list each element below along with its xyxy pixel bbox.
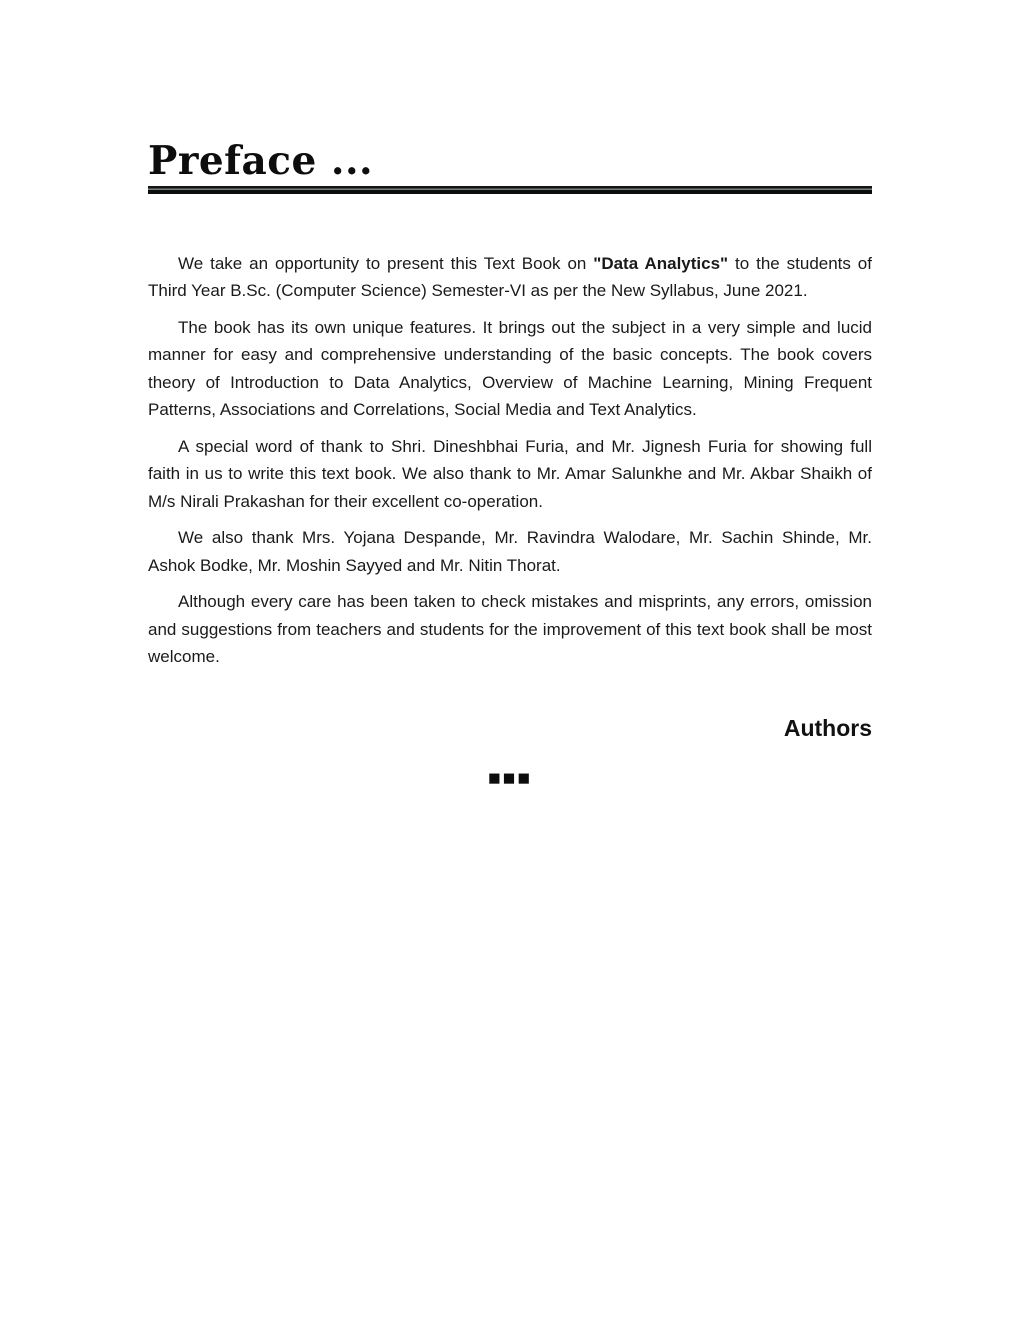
paragraph-thanks-publisher: A special word of thank to Shri. Dineshbhai Furia, and Mr. Jignesh Furia for showing full faith in us to write this text book. We also thank to Mr. Amar Salunkhe and Mr. Akbar Shaikh of M/s Nirali Prakashan for their excellent co-operation. bbox=[148, 436, 872, 511]
paragraph-intro bbox=[148, 250, 872, 305]
preface-body bbox=[148, 250, 872, 671]
end-mark-squares-icon: ■■■ bbox=[487, 766, 533, 790]
page-content bbox=[0, 140, 1020, 789]
authors-signature: Authors bbox=[783, 714, 872, 741]
page-title: Preface ... bbox=[148, 138, 374, 184]
title-divider-rule bbox=[148, 186, 872, 194]
paragraph-errata: Although every care has been taken to check mistakes and misprints, any errors, omission and suggestions from teachers and students for the improvement of this text book shall be most welcome. bbox=[148, 592, 872, 667]
paragraph-intro-after: to the students of Third Year B.Sc. (Computer Science) Semester-VI as per the New Syllabus, June 2021. bbox=[148, 253, 872, 301]
paragraph-features: The book has its own unique features. It brings out the subject in a very simple and lucid manner for easy and comprehensive understanding of the basic concepts. The book covers theory of Introduction to Data Analytics, Overview of Machine Learning, Mining Frequent Patterns, Associations and Correlations, Social Media and Text Analytics. bbox=[148, 317, 872, 420]
paragraph-thanks-staff: We also thank Mrs. Yojana Despande, Mr. Ravindra Walodare, Mr. Sachin Shinde, Mr. Ashok Bodke, Mr. Moshin Sayyed and Mr. Nitin Thorat. bbox=[148, 528, 872, 575]
book-title-bold: "Data Analytics" bbox=[593, 253, 729, 273]
paragraph-intro-before: We take an opportunity to present this Text Book on bbox=[178, 253, 594, 273]
title-block bbox=[148, 140, 872, 194]
